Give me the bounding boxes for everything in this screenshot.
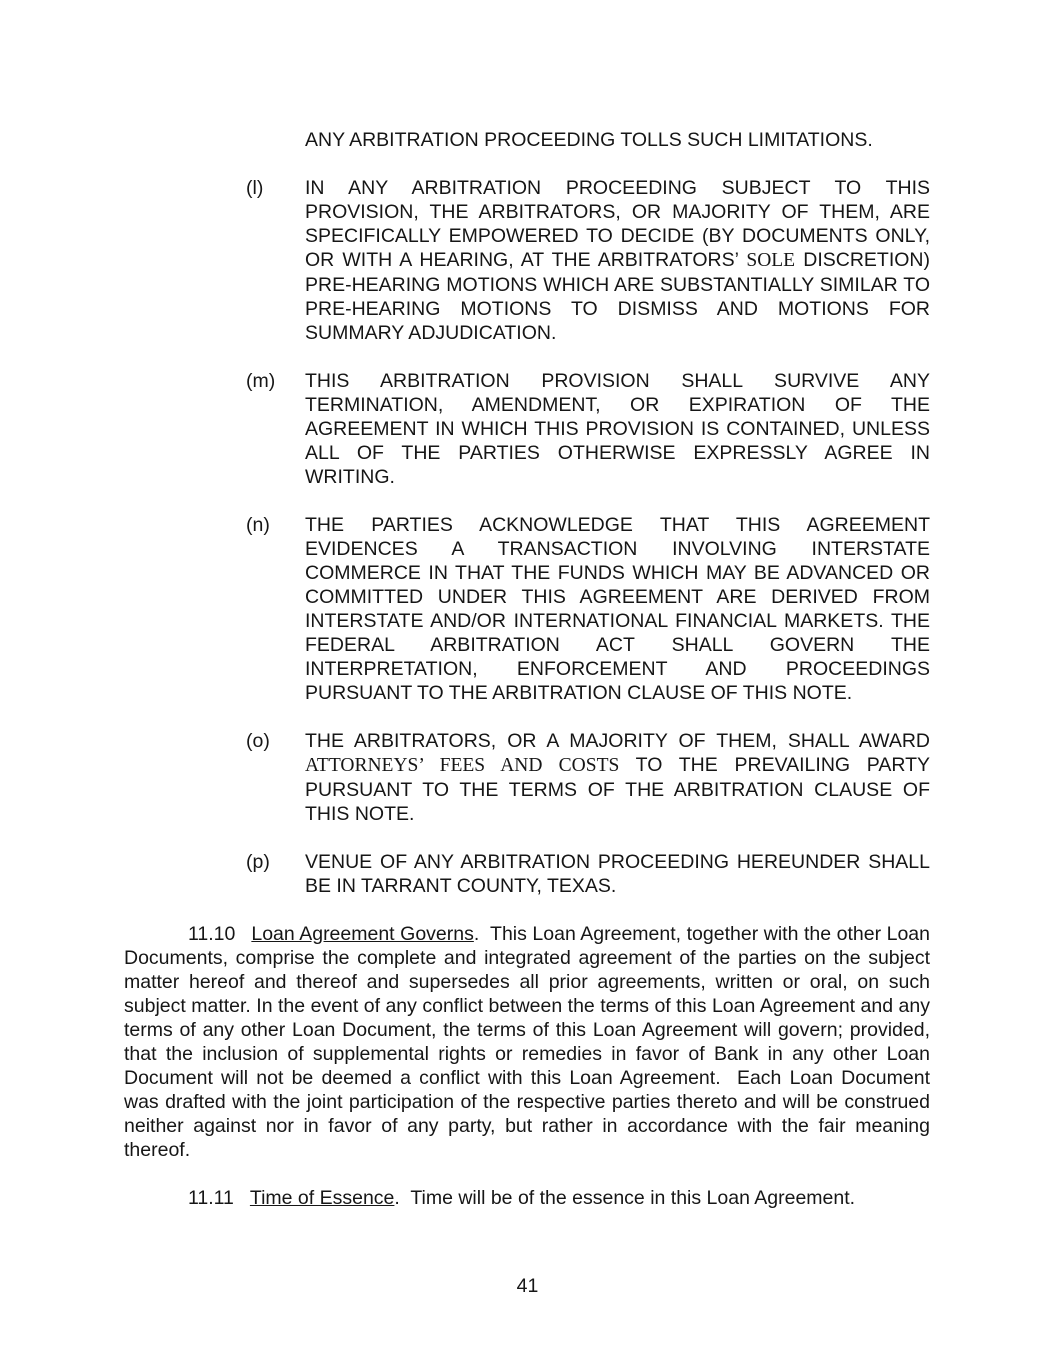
clause-row	[124, 369, 930, 489]
clause-text-run: VENUE OF ANY ARBITRATION PROCEEDING HEREUNDER SHALL BE IN TARRANT COUNTY, TEXAS.	[305, 851, 930, 897]
clause-text-serif-run: ATTORNEYS’ FEES AND COSTS	[305, 755, 620, 776]
lettered-clauses	[124, 176, 930, 898]
section-heading-suffix: .	[473, 923, 491, 945]
continuation-paragraph: ANY ARBITRATION PROCEEDING TOLLS SUCH LIMITATIONS.	[305, 129, 873, 151]
clause-row	[124, 176, 930, 345]
page-footer	[0, 1274, 1055, 1298]
clause-text-serif-run: SOLE	[746, 250, 796, 271]
clause-text-run: DISCRETION) PRE-HEARING MOTIONS WHICH ARE SUBSTANTIALLY SIMILAR TO PRE-HEARING MOTIONS TO DISMISS AND MOTIONS FOR SUMMARY ADJUDICATION.	[305, 249, 930, 344]
clause-text-run: TO THE PREVAILING PARTY PURSUANT TO THE TERMS OF THE ARBITRATION CLAUSE OF THIS NOTE.	[305, 754, 930, 825]
section-heading-suffix: .	[394, 1187, 411, 1209]
clause-text-run: IN ANY ARBITRATION PROCEEDING SUBJECT TO THIS PROVISION, THE ARBITRATORS, OR MAJORITY OF THEM, ARE SPECIFICALLY EMPOWERED TO DECIDE (BY DOCUMENTS ONLY, OR WITH A HEARING, AT THE ARBITRATORS’	[305, 177, 930, 271]
clause-body	[305, 369, 930, 489]
clause-label: (p)	[246, 851, 270, 873]
clause-label: (n)	[246, 514, 270, 536]
page-number: 41	[516, 1275, 539, 1297]
clause-body	[305, 850, 930, 898]
clause-body	[305, 513, 930, 705]
clause-text-run: THE ARBITRATORS, OR A MAJORITY OF THEM, SHALL AWARD	[305, 730, 930, 752]
clause-label: (m)	[246, 370, 276, 392]
page-content	[124, 128, 930, 1234]
clause-row	[124, 513, 930, 705]
clause-body	[305, 729, 930, 826]
clause-row	[124, 850, 930, 898]
section-paragraph	[124, 1186, 930, 1210]
section-body-text: This Loan Agreement, together with the other Loan Documents, comprise the complete and integrated agreement of the parties on the subject matter hereof and thereof and supersedes all prior agreements, written or oral, on such subject matter. In the event of any conflict between the terms of this Loan Agreement and any terms of any other Loan Document, the terms of this Loan Agreement will govern; provided, that the inclusion of supplemental rights or remedies in favor of Bank in any other Loan Document will not be deemed a conflict with this Loan Agreement. Each Loan Document was drafted with the joint participation of the respective parties thereto and will be construed neither against nor in favor of any party, but rather in accordance with the fair meaning thereof.	[124, 923, 930, 1161]
clause-text-run: THE PARTIES ACKNOWLEDGE THAT THIS AGREEMENT EVIDENCES A TRANSACTION INVOLVING INTERSTATE COMMERCE IN THAT THE FUNDS WHICH MAY BE ADVANCED OR COMMITTED UNDER THIS AGREEMENT ARE DERIVED FROM INTERSTATE AND/OR INTERNATIONAL FINANCIAL MARKETS. THE FEDERAL ARBITRATION ACT SHALL GOVERN THE INTERPRETATION, ENFORCEMENT AND PROCEEDINGS PURSUANT TO THE ARBITRATION CLAUSE OF THIS NOTE.	[305, 514, 930, 704]
clause-body	[305, 176, 930, 345]
section-paragraph	[124, 922, 930, 1162]
section-heading: Time of Essence	[249, 1187, 395, 1209]
section-heading: Loan Agreement Governs	[251, 923, 474, 945]
clause-label: (l)	[246, 177, 264, 199]
clause-text-run: THIS ARBITRATION PROVISION SHALL SURVIVE ANY TERMINATION, AMENDMENT, OR EXPIRATION OF THE AGREEMENT IN WHICH THIS PROVISION IS CONTAINED, UNLESS ALL OF THE PARTIES OTHERWISE EXPRESSLY AGREE IN WRITING.	[305, 370, 930, 488]
numbered-sections	[124, 922, 930, 1210]
section-body-text: Time will be of the essence in this Loan Agreement.	[410, 1187, 856, 1209]
section-number: 11.11	[188, 1187, 234, 1209]
clause-row	[124, 729, 930, 826]
section-number: 11.10	[188, 923, 236, 945]
clause-label: (o)	[246, 730, 270, 752]
